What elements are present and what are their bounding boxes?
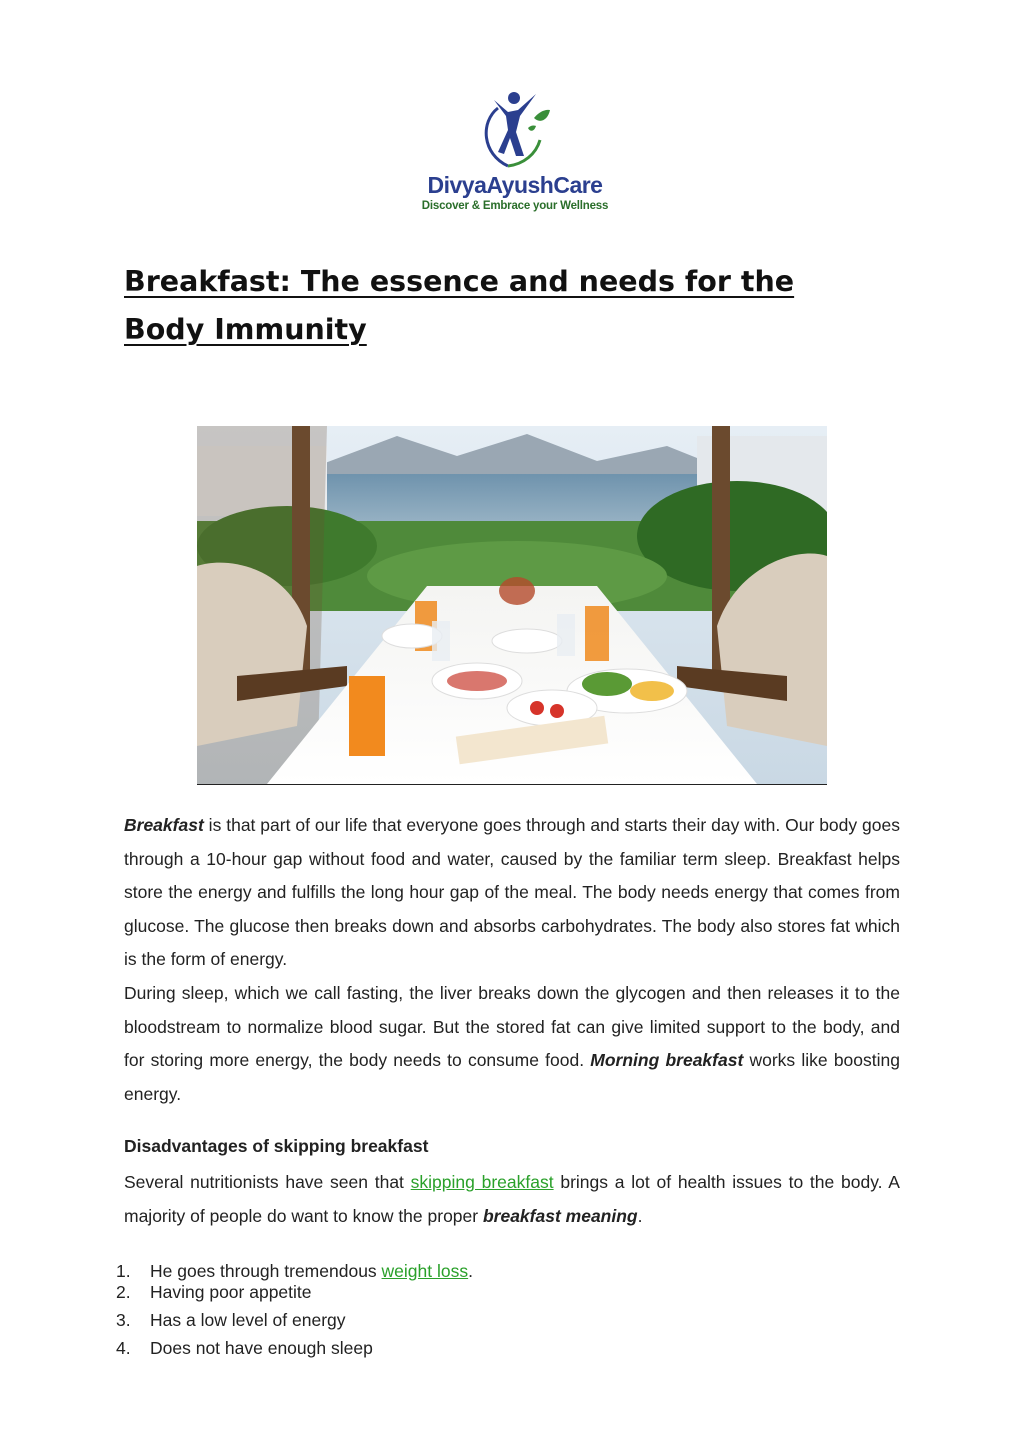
list-item-punct: . — [468, 1261, 473, 1281]
weight-loss-link[interactable]: weight loss — [381, 1261, 469, 1281]
skipping-text-end: . — [637, 1205, 643, 1226]
breakfast-lead: Breakfast — [124, 815, 204, 835]
list-number: 2. — [116, 1282, 131, 1302]
list-number: 3. — [116, 1310, 131, 1330]
fasting-paragraph — [124, 977, 900, 1111]
fasting-paragraph-tail: works like boosting energy. — [124, 1050, 900, 1104]
skipping-paragraph — [124, 1166, 900, 1233]
title-line-2: Body Immunity — [124, 313, 367, 346]
page-title — [124, 258, 884, 354]
breakfast-table-photo — [197, 426, 827, 785]
list-item — [116, 1337, 473, 1359]
brand-logo — [420, 88, 610, 220]
list-item-text: Has a low level of energy — [150, 1310, 346, 1330]
list-number: 1. — [116, 1261, 131, 1281]
skipping-text-middle: brings a lot of health issues to the body. A majority of people do want to know the proper — [124, 1172, 900, 1226]
list-item-text: Having poor appetite — [150, 1282, 312, 1302]
morning-breakfast-emphasis: Morning breakfast — [590, 1050, 744, 1070]
list-item-text: He goes through tremendous — [150, 1261, 382, 1281]
fasting-paragraph-text: During sleep, which we call fasting, the liver breaks down the glycogen and then releases it to the bloodstream to normalize blood sugar. But the stored fat can give limited support to the body, and for storing more energy, the body needs to consume food. — [124, 983, 900, 1070]
title-line-1: Breakfast: The essence and needs for the — [124, 265, 795, 298]
list-number: 4. — [116, 1338, 131, 1358]
breakfast-meaning-emphasis: breakfast meaning — [482, 1205, 638, 1226]
intro-paragraph-text: is that part of our life that everyone goes through and starts their day with. Our body goes through a 10-hour gap without food and water, caused by the familiar term sleep. Breakfast helps store the energy and fulfills the long hour gap of the meal. The body needs energy that comes from glucose. The glucose then breaks down and absorbs carbohydrates. The body also stores fat which is the form of energy. — [124, 815, 900, 969]
intro-paragraph — [124, 809, 900, 977]
list-item — [116, 1281, 473, 1303]
breakfast-scene-image — [197, 426, 827, 784]
skipping-text-before: Several nutritionists have seen that — [124, 1172, 411, 1192]
list-item — [116, 1309, 473, 1331]
skipping-breakfast-link[interactable]: skipping breakfast — [410, 1172, 554, 1192]
disadvantages-list — [116, 1260, 473, 1359]
list-item-text: Does not have enough sleep — [150, 1338, 373, 1358]
section-heading: Disadvantages of skipping breakfast — [124, 1136, 429, 1156]
brand-name: DivyaAyushCare — [427, 172, 603, 198]
list-item — [116, 1260, 473, 1282]
brand-tagline: Discover & Embrace your Wellness — [421, 200, 609, 212]
wellness-figure-icon — [478, 88, 552, 172]
